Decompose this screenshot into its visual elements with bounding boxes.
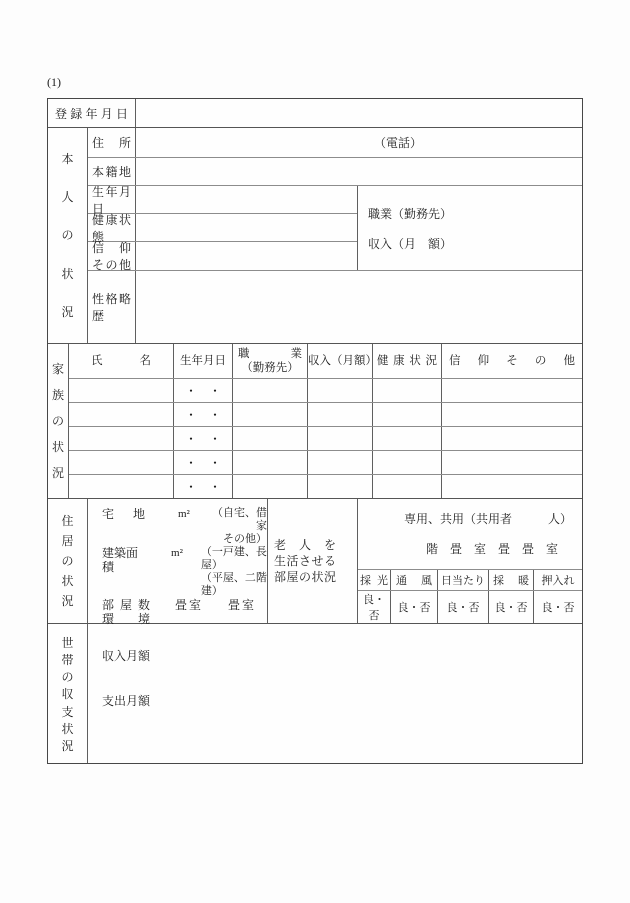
- address-label: 住所: [88, 128, 136, 157]
- family-name-field: [69, 403, 174, 426]
- check-label-heating: 採暖: [489, 570, 534, 590]
- family-row-3: [69, 427, 582, 451]
- usage-line: 専用、共用（共用者 人）: [403, 512, 572, 527]
- registration-date-label: 登録年月日: [48, 99, 136, 127]
- rooms-label: 部屋数: [102, 598, 150, 612]
- family-row-2: [69, 403, 582, 427]
- elder-room-line-2: 生活させる: [274, 554, 336, 568]
- building-line: [102, 546, 267, 598]
- building-unit: m²: [171, 547, 183, 559]
- personal-section-label: 本 人 の 状 況: [48, 128, 88, 343]
- group-left: [88, 186, 358, 270]
- housing-status-section: [48, 499, 582, 624]
- family-birthdate-field: ・ ・: [174, 451, 233, 474]
- family-name-field: [69, 475, 174, 498]
- check-label-ventilation: 通風: [391, 570, 438, 590]
- household-budget-section: [48, 624, 582, 763]
- family-row-4: [69, 451, 582, 475]
- family-table: [69, 344, 582, 498]
- character-history-row: [88, 271, 582, 343]
- family-health-field: [373, 379, 442, 402]
- family-birthdate-field: ・ ・: [174, 379, 233, 402]
- family-income-field: [308, 451, 373, 474]
- domicile-label: 本籍地: [88, 158, 136, 185]
- family-income-field: [308, 379, 373, 402]
- registration-date-row: [48, 99, 582, 128]
- family-header-income: 収入（月額）: [308, 344, 373, 378]
- check-label-sunlight: 日当たり: [438, 570, 489, 590]
- check-option-lighting: 良・否: [358, 591, 391, 623]
- religion-label: 信仰 その他: [88, 242, 136, 270]
- health-label: 健康状態: [88, 214, 136, 241]
- family-occupation-field: [233, 451, 308, 474]
- family-religion-field: [442, 451, 582, 474]
- elder-room-line-1: 老人を: [274, 538, 336, 552]
- family-name-field: [69, 379, 174, 402]
- land-note: （自宅、借家 その他）: [212, 507, 267, 545]
- health-row: [88, 214, 357, 242]
- family-occupation-field: [233, 403, 308, 426]
- land-line: [102, 507, 267, 546]
- income-label: 収入（月 額）: [368, 236, 453, 251]
- household-section-label: 世 帯 の 収 支 状 況: [48, 624, 88, 763]
- family-header-name: 氏名: [69, 344, 174, 378]
- family-header-health: 健康状況: [373, 344, 442, 378]
- room-checks-values: [358, 591, 582, 623]
- domicile-field: [136, 158, 582, 185]
- birthdate-health-religion-group: [88, 186, 582, 271]
- family-occupation-field: [233, 379, 308, 402]
- family-name-field: [69, 427, 174, 450]
- birthdate-field: [136, 186, 357, 213]
- personal-rows: [88, 128, 582, 343]
- rooms-unit-2: 畳室: [228, 598, 257, 612]
- monthly-expense-label: 支出月額: [102, 694, 151, 708]
- check-option-sunlight: 良・否: [438, 591, 489, 623]
- page-number: (1): [47, 75, 61, 89]
- family-header-row: [69, 344, 582, 379]
- floor-tatami-line: 階 畳 室 畳 畳 室: [425, 542, 558, 557]
- check-option-closet: 良・否: [541, 602, 575, 614]
- family-income-field: [308, 475, 373, 498]
- family-health-field: [373, 475, 442, 498]
- check-label-closet: 押入れ: [541, 574, 575, 587]
- family-header-birthdate: 生年月日: [174, 344, 233, 378]
- building-note: （一戸建、長屋） （平屋、二階建）: [200, 546, 267, 597]
- family-income-field: [308, 403, 373, 426]
- phone-note: （電話）: [374, 136, 423, 150]
- usage-cell: [358, 499, 582, 570]
- family-religion-field: [442, 379, 582, 402]
- elder-room-detail-cell: [358, 499, 582, 623]
- building-label: 建築面積: [102, 546, 139, 574]
- family-income-field: [308, 427, 373, 450]
- family-header-religion: 信仰その他: [449, 355, 575, 367]
- family-occupation-field: [233, 427, 308, 450]
- monthly-income-label: 収入月額: [102, 649, 151, 663]
- family-birthdate-field: ・ ・: [174, 475, 233, 498]
- occupation-income-cell: [358, 186, 582, 270]
- rooms-line: [102, 598, 267, 612]
- family-health-field: [373, 427, 442, 450]
- land-unit: m²: [178, 508, 190, 520]
- elder-room-line-3: 部屋の状況: [274, 570, 336, 584]
- family-row-1: [69, 379, 582, 403]
- birthdate-label: 生年月日: [88, 186, 136, 213]
- family-header-occupation: 職業 （勤務先）: [233, 344, 308, 378]
- family-status-section: [48, 344, 582, 499]
- address-row: [88, 128, 582, 158]
- environment-label: 環境: [102, 612, 150, 626]
- family-birthdate-field: ・ ・: [174, 427, 233, 450]
- family-birthdate-field: ・ ・: [174, 403, 233, 426]
- check-label-lighting: 採光: [358, 570, 391, 590]
- registration-form-table: [47, 98, 583, 764]
- address-field: [136, 128, 582, 157]
- family-health-field: [373, 451, 442, 474]
- registration-date-field: [136, 99, 582, 127]
- family-religion-field: [442, 403, 582, 426]
- personal-status-section: [48, 128, 582, 344]
- occupation-label: 職業（勤務先）: [368, 206, 453, 221]
- household-budget-cell: [88, 624, 582, 763]
- room-checks-header: [358, 570, 582, 591]
- family-religion-field: [442, 427, 582, 450]
- family-religion-field: [442, 475, 582, 498]
- check-option-heating: 良・否: [489, 591, 534, 623]
- elder-room-cell: [268, 499, 358, 623]
- family-section-label: 家 族 の 状 況: [48, 344, 69, 498]
- check-option-ventilation: 良・否: [391, 591, 438, 623]
- family-health-field: [373, 403, 442, 426]
- character-history-field: [136, 271, 582, 343]
- domicile-row: [88, 158, 582, 186]
- rooms-unit-1: 畳室: [175, 598, 204, 612]
- religion-field: [136, 242, 357, 270]
- health-field: [136, 214, 357, 241]
- religion-row: [88, 242, 357, 270]
- housing-details-cell: [88, 499, 268, 626]
- family-row-5: [69, 475, 582, 498]
- land-label: 宅地: [102, 507, 145, 521]
- family-name-field: [69, 451, 174, 474]
- character-history-label: 性格略歴: [88, 271, 136, 343]
- family-occupation-field: [233, 475, 308, 498]
- housing-section-label: 住 居 の 状 況: [48, 499, 88, 623]
